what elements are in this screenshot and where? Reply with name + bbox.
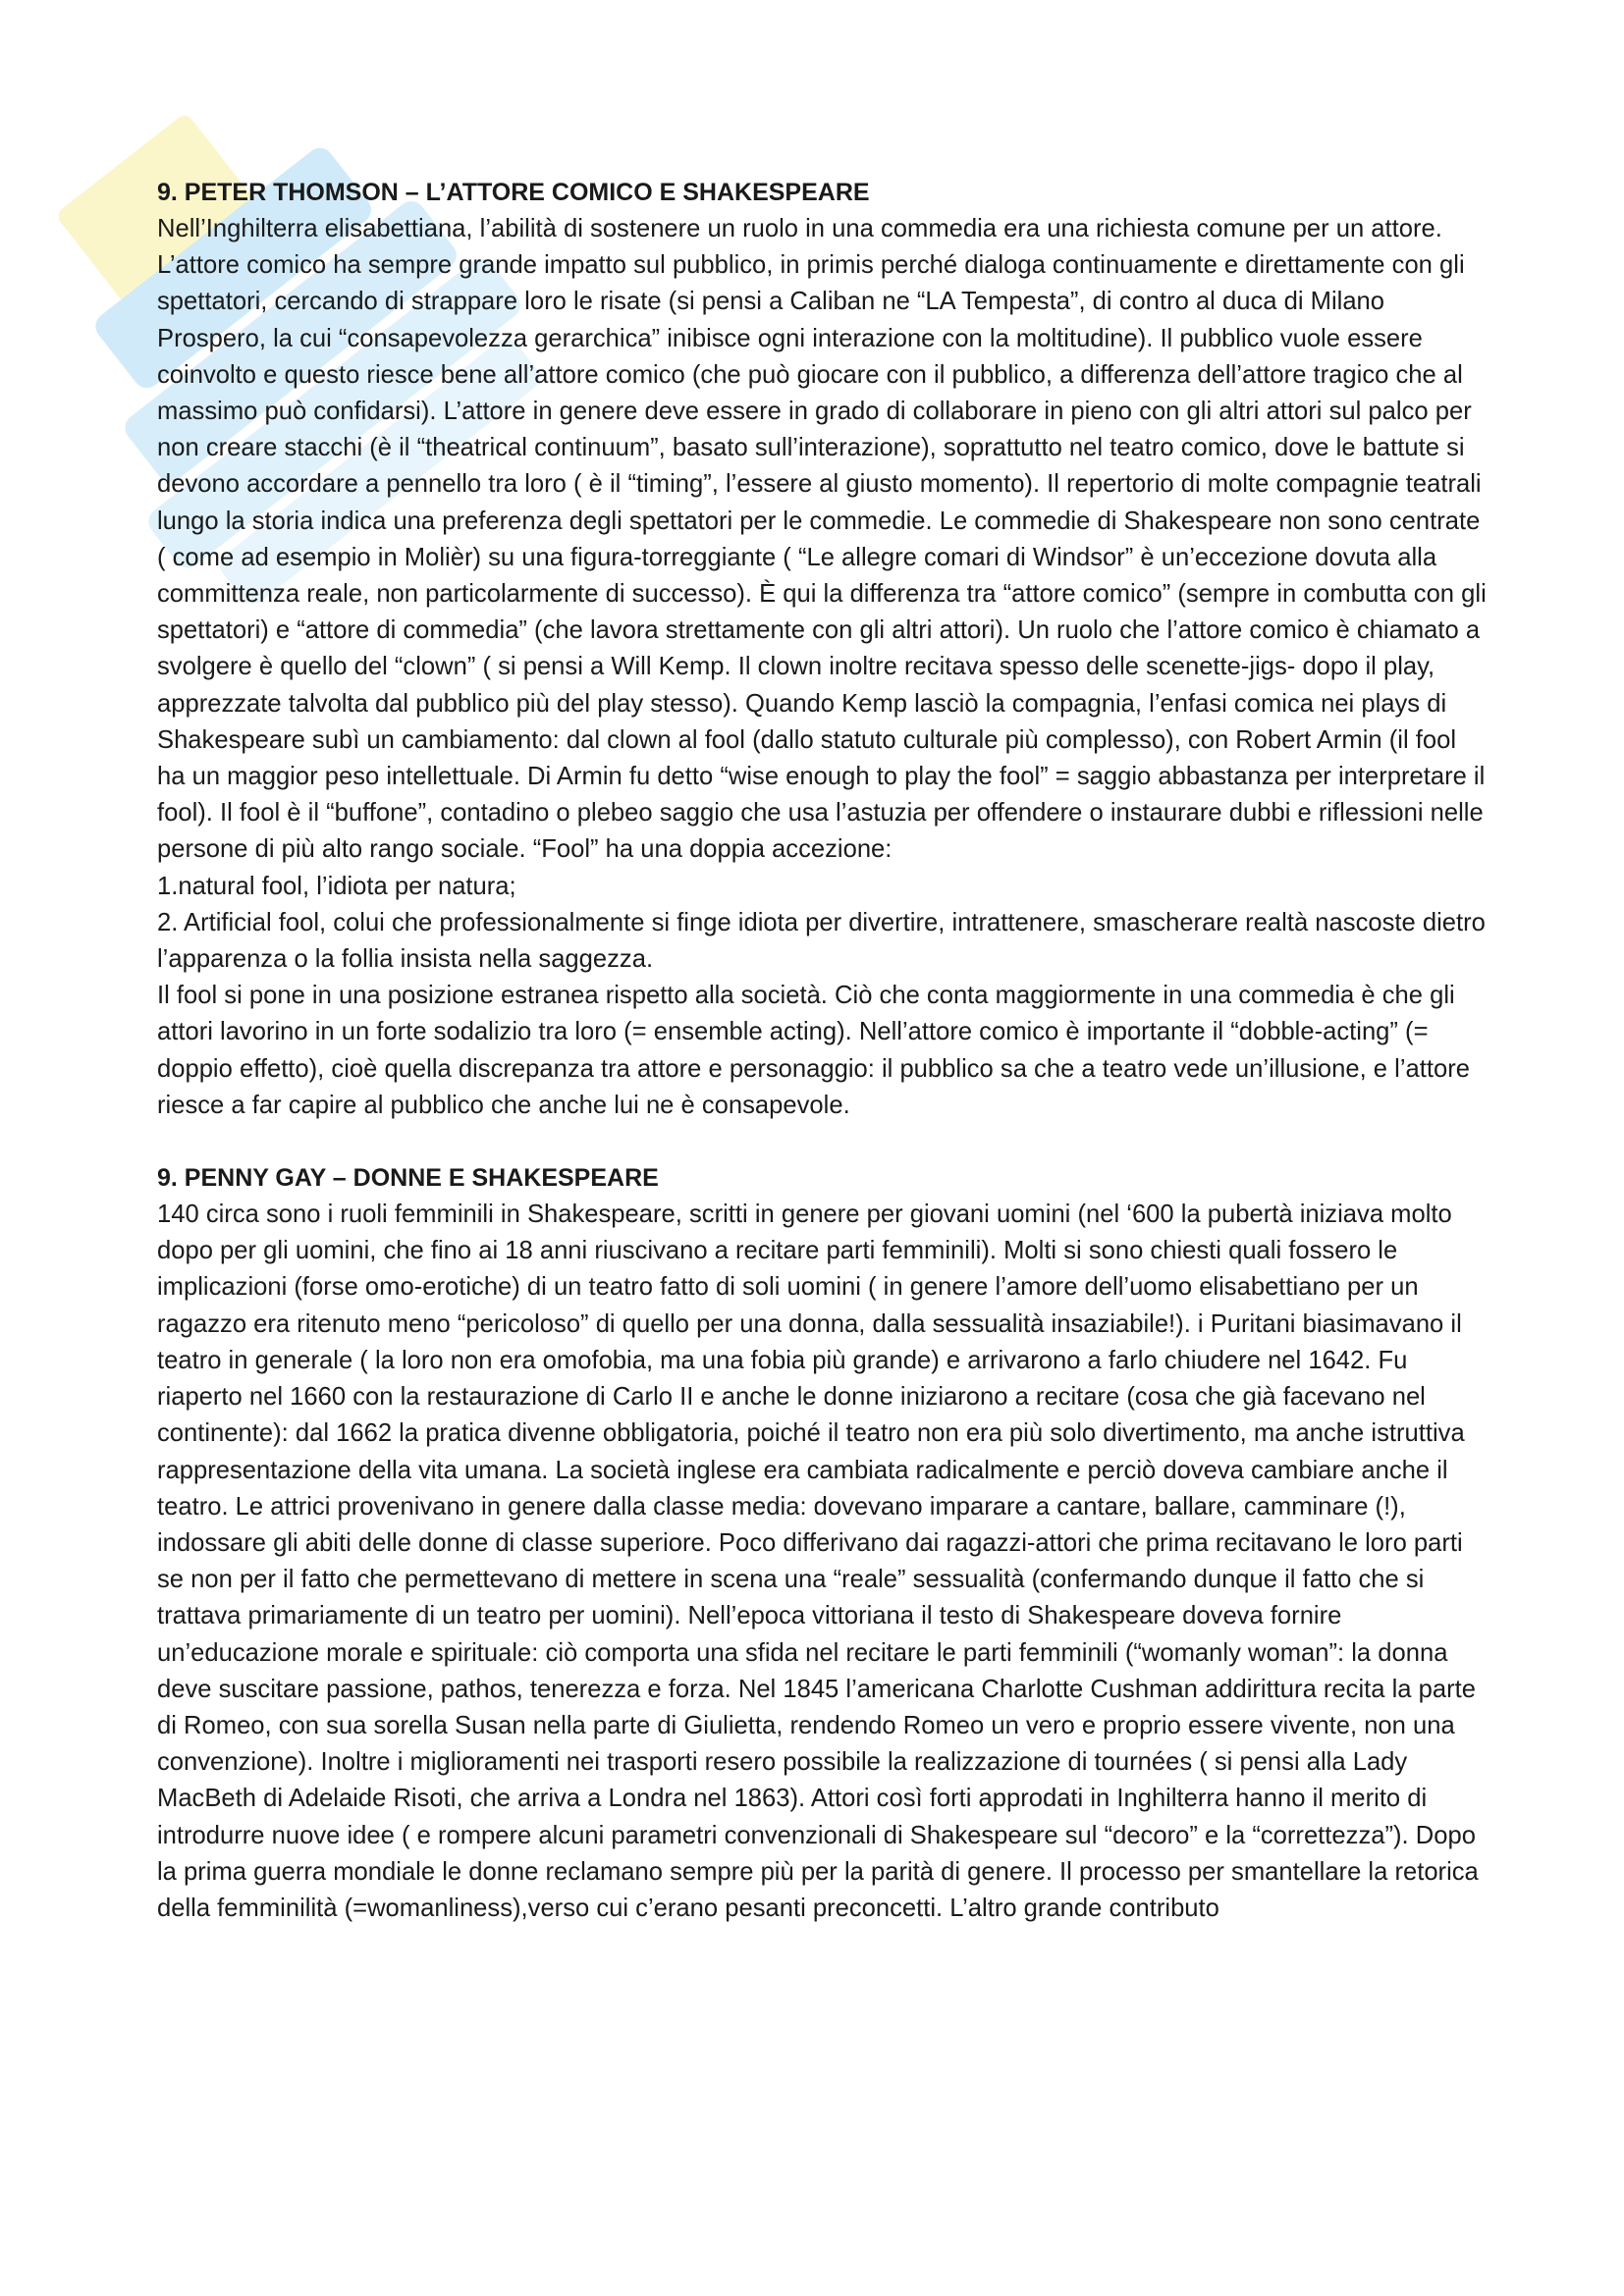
paragraph: Nell’Inghilterra elisabettiana, l’abilità di sostenere un ruolo in una commedia era una richiesta comune per un attore. L’attore comico ha sempre grande impatto sul pubblico, in primis perché dialoga continuamente e direttamente con gli spettatori, cercando di strappare loro le risate (si pensi a Caliban ne “LA Tempesta”, di contro al duca di Milano Prospero, la cui “consapevolezza gerarchica” inibisce ogni interazione con la moltitudine). Il pubblico vuole essere coinvolto e questo riesce bene all’attore comico (che può giocare con il pubblico, a differenza dell’attore tragico che al massimo può confidarsi). L’attore in genere deve essere in grado di collaborare in pieno con gli altri attori sul palco per non creare stacchi (è il “theatrical continuum”, basato sull’interazione), soprattutto nel teatro comico, dove le battute si devono accordare a pennello tra loro ( è il “timing”, l’essere al giusto momento). Il repertorio di molte compagnie teatrali lungo la storia indica una preferenza degli spettatori per le commedie. Le commedie di Shakespeare non sono centrate ( come ad esempio in Molièr) su una figura-torreggiante ( “Le allegre comari di Windsor” è un’eccezione dovuta alla committenza reale, non particolarmente di successo). È qui la differenza tra “attore comico” (sempre in combutta con gli spettatori) e “attore di commedia” (che lavora strettamente con gli altri attori). Un ruolo che l’attore comico è chiamato a svolgere è quello del “clown” ( si pensi a Will Kemp. Il clown inoltre recitava spesso delle scenette-jigs- dopo il play, apprezzate talvolta dal pubblico più del play stesso). Quando Kemp lasciò la compagnia, l’enfasi comica nei plays di Shakespeare subì un cambiamento: dal clown al fool (dallo statuto culturale più complesso), con Robert Armin (il fool ha un maggior peso intellettuale. Di Armin fu detto “wise enough to play the fool” = saggio abbastanza per interpretare il fool). Il fool è il “buffone”, contadino o plebeo saggio che usa l’astuzia per offendere o instaurare dubbi e riflessioni nelle persone di più alto rango sociale. “Fool” ha una doppia accezione: — [157, 215, 1487, 864]
section-heading: 9. PENNY GAY – DONNE E SHAKESPEARE — [157, 1164, 659, 1193]
list-item: 2. Artificial fool, colui che professionalmente si finge idiota per divertire, intrattenere, smascherare realtà nascoste dietro l’apparenza o la follia insista nella saggezza. — [157, 908, 1486, 974]
section-heading: 9. PETER THOMSON – L’ATTORE COMICO E SHAKESPEARE — [157, 179, 870, 206]
paragraph: Il fool si pone in una posizione estranea rispetto alla società. Ciò che conta maggiormente in una commedia è che gli attori lavorino in un forte sodalizio tra loro (= ensemble acting). Nell’attore comico è importante il “dobble-acting” (= doppio effetto), cioè quella discrepanza tra attore e personaggio: il pubblico sa che a teatro vede un’illusione, e l’attore riesce a far capire al pubblico che anche lui ne è consapevole. — [157, 982, 1470, 1119]
list-item: 1.natural fool, l’idiota per natura; — [157, 872, 516, 900]
paragraph: 140 circa sono i ruoli femminili in Shakespeare, scritti in genere per giovani uomini (nel ‘600 la pubertà iniziava molto dopo per gli uomini, che fino ai 18 anni riuscivano a recitare parti femminili). Molti si sono chiesti quali fossero le implicazioni (forse omo-erotiche) di un teatro fatto di soli uomini ( in genere l’amore dell’uomo elisabettiano per un ragazzo era ritenuto meno “pericoloso” di quello per una donna, dalla sessualità insaziabile!). i Puritani biasimavano il teatro in generale ( la loro non era omofobia, ma una fobia più grande) e arrivarono a farlo chiudere nel 1642. Fu riaperto nel 1660 con la restaurazione di Carlo II e anche le donne iniziarono a recitare (cosa che già facevano nel continente): dal 1662 la pratica divenne obbligatoria, poiché il teatro non era più solo divertimento, ma anche istruttiva rappresentazione della vita umana. La società inglese era cambiata radicalmente e perciò doveva cambiare anche il teatro. Le attrici provenivano in genere dalla classe media: dovevano imparare a cantare, ballare, camminare (!), indossare gli abiti delle donne di classe superiore. Poco differivano dai ragazzi-attori che prima recitavano le loro parti se non per il fatto che permettevano di mettere in scena una “reale” sessualità (confermando dunque il fatto che si trattava primariamente di un teatro per uomini). Nell’epoca vittoriana il testo di Shakespeare doveva fornire un’educazione morale e spirituale: ciò comporta una sfida nel recitare le parti femminili (“womanly woman”: la donna deve suscitare passione, pathos, tenerezza e forza. Nel 1845 l’americana Charlotte Cushman addirittura recita la parte di Romeo, con sua sorella Susan nella parte di Giulietta, rendendo Romeo un vero e proprio essere vivente, non una convenzione). Inoltre i miglioramenti nei trasporti resero possibile la realizzazione di tournées ( si pensi alla Lady MacBeth di Adelaide Risoti, che arriva a Londra nel 1863). Attori così forti approdati in Inghilterra hanno il merito di introdurre nuove idee ( e rompere alcuni parametri convenzionali di Shakespeare sul “decoro” e la “correttezza”). Dopo la prima guerra mondiale le donne reclamano sempre più per la parità di genere. Il processo per smantellare la retorica della femminilità (=womanliness),verso cui c’erano pesanti preconcetti. L’altro grande contributo — [157, 1201, 1479, 1922]
document-page — [157, 175, 1488, 1927]
section-thomson — [157, 175, 1488, 1124]
section-gay — [157, 1160, 1488, 1927]
